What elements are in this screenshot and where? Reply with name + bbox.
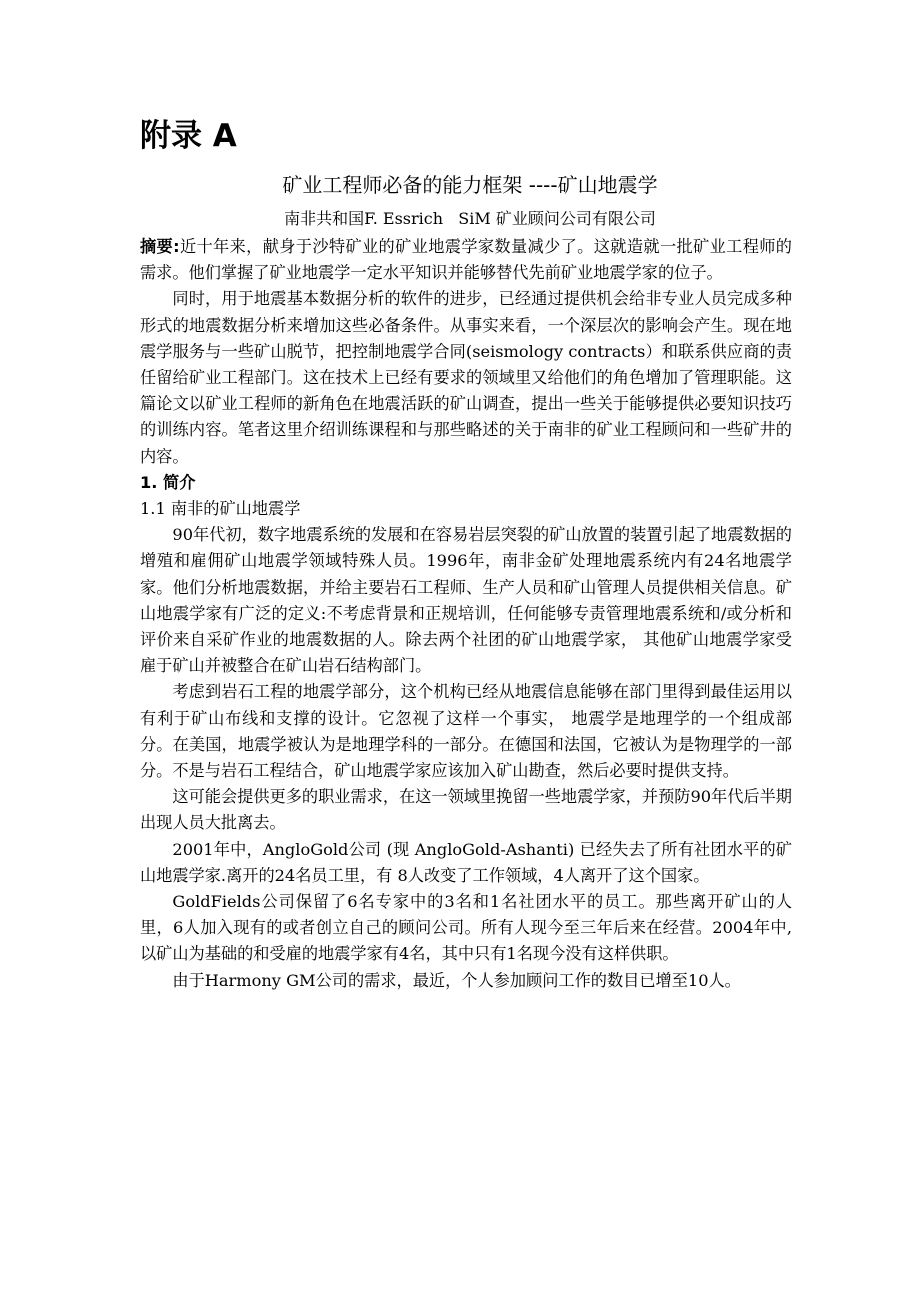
paper-title: 矿业工程师必备的能力框架 ----矿山地震学 xyxy=(282,173,658,197)
body-paragraph: 2001年中，AngloGold公司 (现 AngloGold-Ashanti) 已经失去了所有社团水平的矿山地震学家.离开的24名员工里，有 8人改变了工作领域，4人离开了这个国家。 xyxy=(140,839,792,885)
author-line: 南非共和国F. Essrich SiM 矿业顾问公司有限公司 xyxy=(284,209,656,228)
section-heading: 1. 简介 xyxy=(140,472,196,492)
intro-paragraph: 同时，用于地震基本数据分析的软件的进步，已经通过提供机会给非专业人员完成多种形式的地震数据分析来增加这些必备条件。从事实来看，一个深层次的影响会产生。现在地震学服务与一些矿山脱节，把控制地震学合同(seismology contracts）和联系供应商的责任留给矿业工程部门。这在技术上已经有要求的领域里又给他们的角色增加了管理职能。这篇论文以矿业工程师的新角色在地震活跃的矿山调查，提出一些关于能够提供必要知识技巧的训练内容。笔者这里介绍训练课程和与那些略述的关于南非的矿业工程顾问和一些矿井的内容。 xyxy=(140,289,792,466)
body-paragraph: 由于Harmony GM公司的需求，最近，个人参加顾问工作的数目已增至10人。 xyxy=(172,970,741,990)
subsection-heading: 1.1 南非的矿山地震学 xyxy=(140,499,301,519)
document-body xyxy=(140,234,792,994)
body-paragraph: 这可能会提供更多的职业需求，在这一领域里挽留一些地震学家，并预防90年代后半期出现人员大批离去。 xyxy=(140,787,792,833)
body-paragraph: 90年代初，数字地震系统的发展和在容易岩层突裂的矿山放置的装置引起了地震数据的增殖和雇佣矿山地震学领域特殊人员。1996年，南非金矿处理地震系统内有24名地震学家。他们分析地震数据，并给主要岩石工程师、生产人员和矿山管理人员提供相关信息。矿山地震学家有广泛的定义:不考虑背景和正规培训，任何能够专责管理地震系统和/或分析和评价来自采矿作业的地震数据的人。除去两个社团的矿山地震学家， 其他矿山地震学家受雇于矿山并被整合在矿山岩石结构部门。 xyxy=(140,525,792,676)
body-paragraph: GoldFields公司保留了6名专家中的3名和1名社团水平的员工。那些离开矿山的人里，6人加入现有的或者创立自己的顾问公司。所有人现今至三年后来在经营。2004年中,以矿山为基础的和受雇的地震学家有4名，其中只有1名现今没有这样供职。 xyxy=(140,892,792,964)
body-paragraph: 考虑到岩石工程的地震学部分，这个机构已经从地震信息能够在部门里得到最佳运用以有利于矿山布线和支撑的设计。它忽视了这样一个事实， 地震学是地理学的一个组成部分。在美国，地震学被认为是地理学科的一部分。在德国和法国，它被认为是物理学的一部分。不是与岩石工程结合，矿山地震学家应该加入矿山勘查，然后必要时提供支持。 xyxy=(140,682,792,781)
abstract-paragraph xyxy=(140,234,792,286)
abstract-text: 近十年来，献身于沙特矿业的矿业地震学家数量减少了。这就造就一批矿业工程师的需求。他们掌握了矿业地震学一定水平知识并能够替代先前矿业地震学家的位子。 xyxy=(140,237,792,283)
abstract-label: 摘要: xyxy=(140,237,180,256)
appendix-title: 附录 A xyxy=(140,118,237,154)
